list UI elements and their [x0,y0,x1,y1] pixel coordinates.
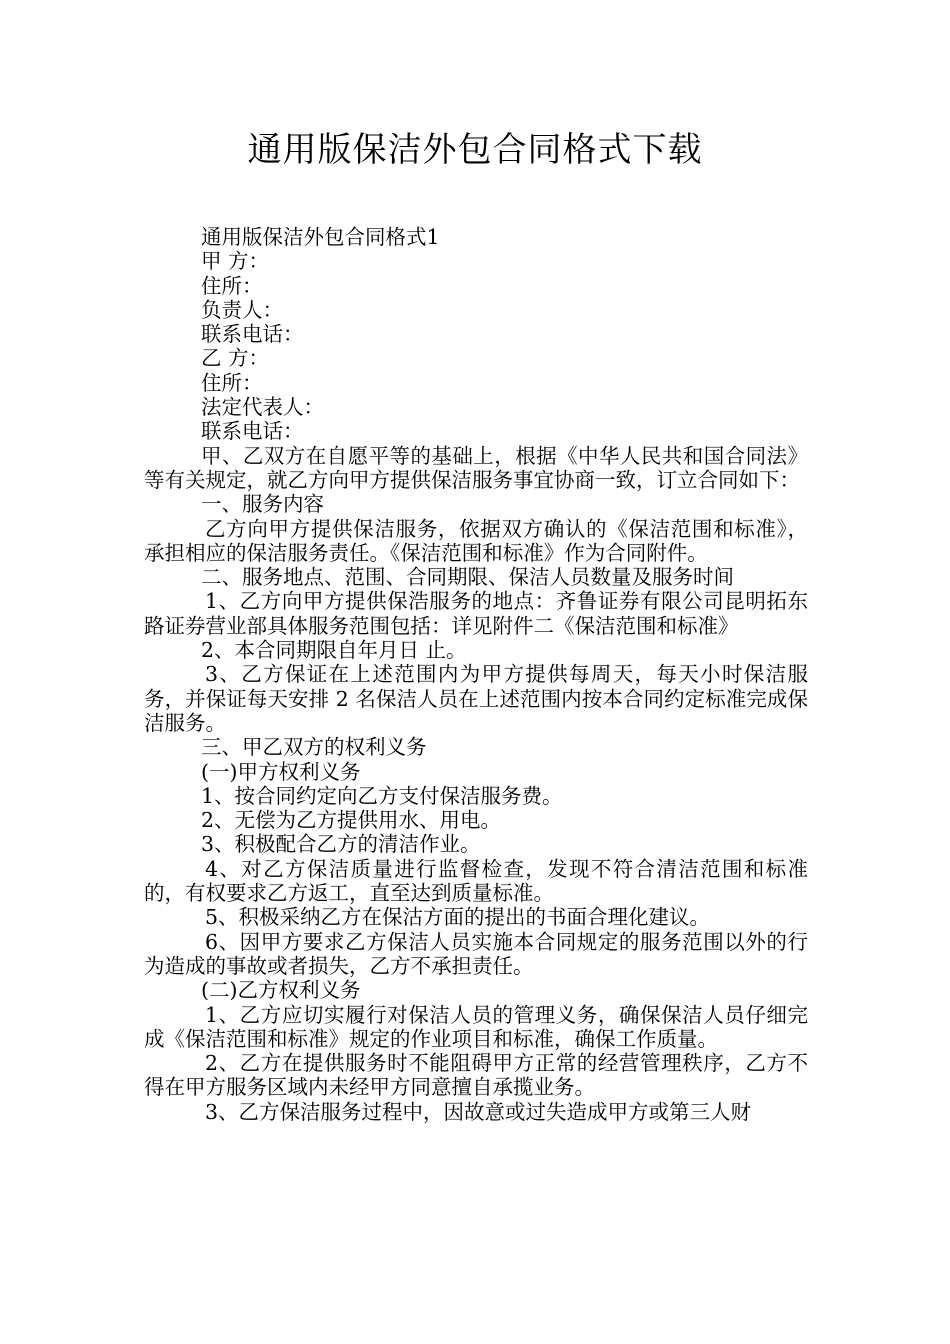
paragraph: 3、乙方保洁服务过程中，因故意或过失造成甲方或第三人财 [205,1099,752,1124]
paragraph: 2、乙方在提供服务时不能阻碍甲方正常的经营管理秩序，乙方不得在甲方服务区域内未经甲方同意擅自承揽业务。 [144,1051,808,1100]
document-title: 通用版保洁外包合同格式下载 [247,130,703,170]
party-a-address: 住所： [201,273,263,298]
party-b-phone: 联系电话： [201,419,304,444]
section-heading: 一、服务内容 [201,492,324,517]
party-b-legal-rep: 法定代表人： [201,395,324,420]
paragraph: 2、本合同期限自年月日 止。 [201,638,467,663]
party-a-phone: 联系电话： [201,322,304,347]
paragraph: 1、按合同约定向乙方支付保洁服务费。 [201,783,563,808]
contract-heading: 通用版保洁外包合同格式1 [201,225,440,249]
paragraph: 乙方向甲方提供保洁服务，依据双方确认的《保洁范围和标准》，承担相应的保洁服务责任。《保洁范围和标准》作为合同附件。 [144,516,808,565]
paragraph: 3、积极配合乙方的清洁作业。 [201,832,481,857]
party-a-principal: 负责人： [201,297,283,322]
section-heading: 二、服务地点、范围、合同期限、保洁人员数量及服务时间 [201,565,734,590]
preamble: 甲、乙双方在自愿平等的基础上，根据《中华人民共和国合同法》等有关规定，就乙方向甲方提供保洁服务事宜协商一致，订立合同如下： [144,443,808,492]
party-b-address: 住所： [201,370,263,395]
paragraph: 1、乙方向甲方提供保浩服务的地点：齐鲁证券有限公司昆明拓东路证券营业部具体服务范围包括：详见附件二《保洁范围和标准》 [144,589,808,638]
paragraph: 4、对乙方保洁质量进行监督检查，发现不符合清洁范围和标准的，有权要求乙方返工，直至达到质量标准。 [144,856,808,906]
party-a-label: 甲 方： [201,249,270,274]
paragraph: 5、积极采纳乙方在保沽方面的提出的书面合理化建议。 [205,905,711,930]
subsection-heading: (二)乙方权利义务 [201,978,361,1003]
paragraph: 3、乙方保证在上述范围内为甲方提供每周天，每天小时保洁服务，并保证每天安排 2 名保洁人员在上述范围内按本合同约定标准完成保洁服务。 [144,662,808,735]
paragraph: 6、因甲方要求乙方保洁人员实施本合同规定的服务范围以外的行为造成的事故或者损失，乙方不承担责任。 [144,929,808,978]
section-heading: 三、甲乙双方的权利义务 [201,735,427,760]
paragraph: 1、乙方应切实履行对保洁人员的管理义务，确保保洁人员仔细完成《保洁范围和标准》规定的作业项目和标准，确保工作质量。 [144,1002,808,1051]
subsection-heading: (一)甲方权利义务 [201,759,361,784]
paragraph: 2、无偿为乙方提供用水、用电。 [201,808,502,833]
party-b-label: 乙 方： [201,346,270,371]
document-body [144,225,808,1124]
